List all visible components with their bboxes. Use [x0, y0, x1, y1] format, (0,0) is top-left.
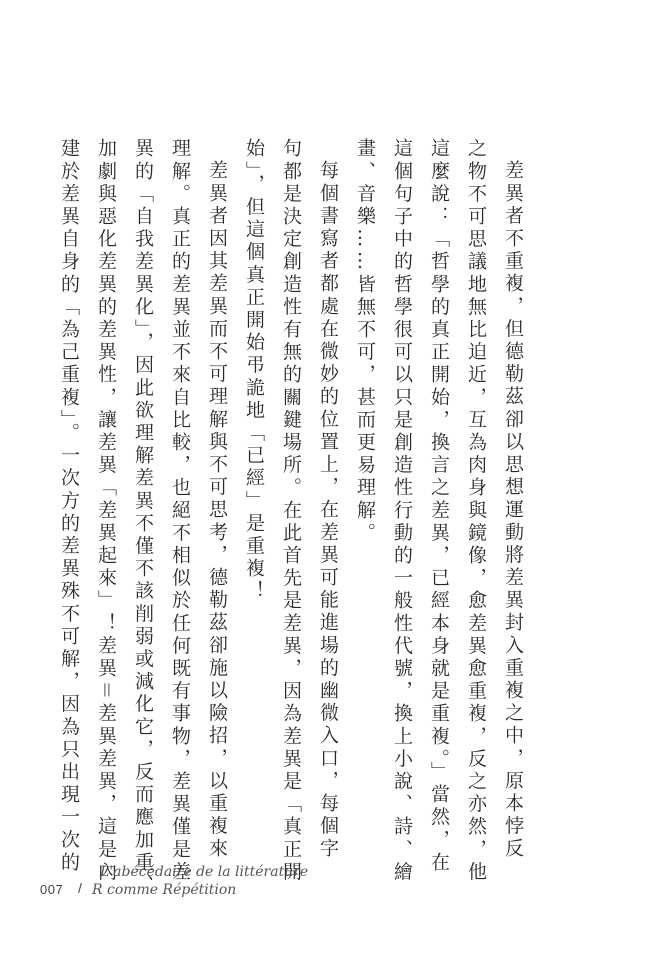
page-number: 007 — [40, 882, 64, 897]
text-column: 理解。真正的差異並不來自比較，也絕不相似於任何既有事物，差異僅是差 — [169, 138, 191, 884]
text-column: 始」，但這個真正開始弔詭地「已經」是重複！ — [243, 138, 265, 604]
text-column: 建於差異自身的「為己重複」。一次方的差異殊不可解，因為只出現一次的 — [58, 138, 80, 875]
text-column: 句都是決定創造性有無的關鍵場所。在此首先是差異，因為差異是「真正開 — [280, 138, 302, 884]
text-column: 每個書寫者都處在微妙的位置上，在差異可能進場的幽微入口，每個字 — [317, 160, 339, 861]
footer-separator: / — [78, 880, 82, 896]
text-column: 之物不可思議地無比迫近，互為肉身與鏡像，愈差異愈重複，反之亦然，他 — [465, 138, 487, 884]
text-column: 異的「自我差異化」，因此欲理解差異不僅不該削弱或減化它，反而應加重、 — [132, 138, 154, 897]
text-column: 畫、音樂……皆無不可，甚而更易理解。 — [354, 138, 376, 545]
text-column: 這麼說：「哲學的真正開始，換言之差異，已經本身就是重複。」當然，在 — [428, 138, 450, 875]
text-column: 差異者不重複，但德勒茲卻以思想運動將差異封入重複之中，原本悖反 — [502, 160, 524, 861]
text-column: 加劇與惡化差異的差異性，讓差異「差異起來」！差異＝差異差異，這是內 — [95, 138, 117, 884]
running-subtitle: R comme Répétition — [92, 882, 237, 898]
text-column: 這個句子中的哲學很可以只是創造性行動的一般性代號，換上小說、詩、繪 — [391, 138, 413, 884]
running-title: L'abécédaire de la littérature — [100, 864, 309, 880]
text-column: 差異者因其差異而不可理解與不可思考，德勒茲卻施以險招，以重複來 — [206, 160, 228, 861]
